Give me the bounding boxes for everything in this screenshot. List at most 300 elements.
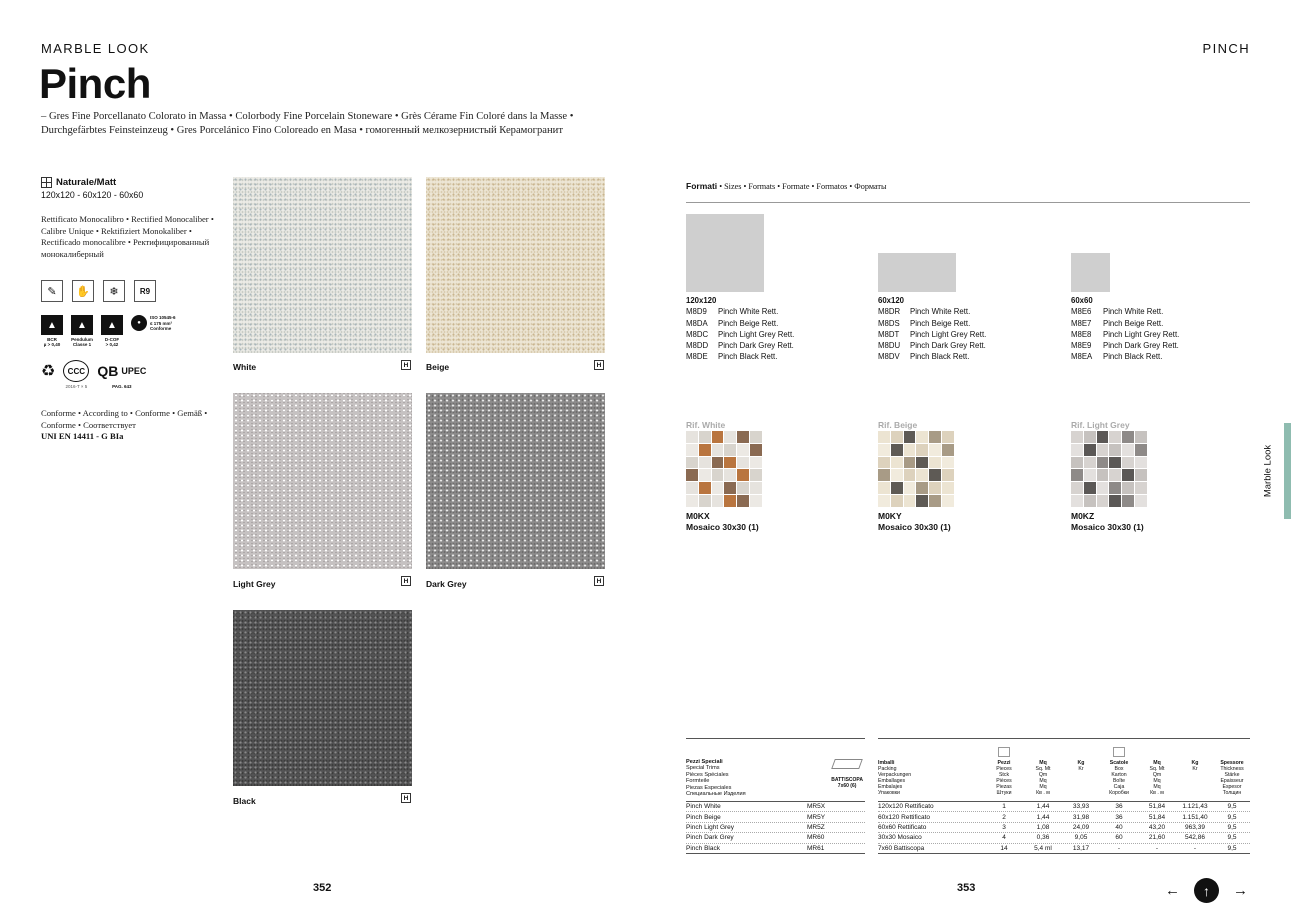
subtitle-line-1: – Gres Fine Porcellanato Colorato in Massa • Colorbody Fine Porcelain Stoneware • Grès Cérame Fin Coloré dans la Masse • <box>41 111 574 122</box>
mosaic-label <box>1071 511 1144 533</box>
packing-header-line: Pieces <box>996 766 1012 773</box>
mosaic-chip <box>737 444 749 456</box>
packing-cell: 4 <box>1002 834 1006 842</box>
item-name: Pinch Black Rett. <box>910 352 970 362</box>
mosaic-tile-beige <box>878 431 954 507</box>
packing-header-line: Кв . м <box>1036 790 1050 797</box>
mosaic-chip <box>686 482 698 494</box>
swatch-label: Light Grey <box>233 579 276 589</box>
packing-header-col <box>1100 747 1138 801</box>
packing-header-line: Imballi <box>878 760 895 766</box>
mosaic-ref: Rif. Beige <box>878 420 918 430</box>
packing-cell: 5,4 ml <box>1034 844 1052 852</box>
side-tab-label[interactable]: Marble Look <box>1262 444 1274 498</box>
item-code: M8D9 <box>686 307 707 317</box>
norm-label: UNI EN 14411 - G BIa <box>41 431 124 441</box>
packing-header-line: Pièces <box>996 778 1012 785</box>
mosaic-chip <box>712 457 724 469</box>
mosaic-chip <box>929 431 941 443</box>
format-block-60x60 <box>1071 295 1179 363</box>
packing-header-line: Scatole <box>1109 760 1129 766</box>
item-name: Pinch Light Grey Rett. <box>718 329 795 339</box>
trim-name: Pinch Dark Grey <box>686 834 734 842</box>
packing-cell: 2 <box>1002 813 1006 821</box>
packing-header-line: Kg <box>1077 760 1085 766</box>
mosaic-chip <box>750 495 762 507</box>
certification-icons <box>41 360 146 389</box>
packing-header-line: Sq. Mt <box>1149 766 1165 773</box>
packing-header-line: Embalajes <box>878 784 903 791</box>
mosaic-chip <box>712 482 724 494</box>
page-number-right: 353 <box>957 882 976 894</box>
mosaic-chip <box>904 431 916 443</box>
swatch-white <box>233 177 412 353</box>
iso-line-3: Conforme <box>150 326 172 331</box>
trim-name: Pinch Black <box>686 844 720 852</box>
page-number-left: 352 <box>313 882 332 894</box>
item-code: M8EA <box>1071 352 1093 362</box>
mosaic-chip <box>904 482 916 494</box>
packing-header-line: Epaisseur <box>1220 778 1244 785</box>
packing-cell: 9,5 <box>1227 834 1237 842</box>
packing-header-col <box>984 747 1024 801</box>
collection-label: PINCH <box>1202 41 1250 56</box>
r9-badge: R9 <box>134 280 156 302</box>
table-row <box>686 802 865 812</box>
mosaic-chip <box>1097 431 1109 443</box>
mosaic-chip <box>686 431 698 443</box>
mosaic-chip <box>878 495 890 507</box>
packing-cell: - <box>1193 844 1197 852</box>
mosaic-code: M0KX <box>686 511 710 521</box>
stain-resistance-icon: ✎ <box>41 280 63 302</box>
packing-header-line: Kr <box>1078 766 1084 773</box>
bcr-label: BCR <box>47 337 57 342</box>
mosaic-chip <box>750 482 762 494</box>
mosaic-name: Mosaico 30x30 (1) <box>1071 522 1144 532</box>
mosaic-chip <box>1109 482 1121 494</box>
mosaic-chip <box>712 469 724 481</box>
item-name: Pinch Black Rett. <box>1103 352 1163 362</box>
packing-cell: - <box>1155 844 1159 852</box>
packing-header-line: Verpackungen <box>878 772 912 779</box>
mosaic-chip <box>1084 444 1096 456</box>
mosaic-chip <box>724 457 736 469</box>
mosaic-chip <box>916 444 928 456</box>
mosaic-chip <box>699 457 711 469</box>
mosaic-chip <box>1071 482 1083 494</box>
prev-page-icon[interactable]: ← <box>1165 882 1180 899</box>
packing-header-line: Штуки <box>996 790 1012 797</box>
h-badge: H <box>594 360 604 370</box>
rettificato-text: Rettificato Monocalibro • Rectified Monocaliber • Calibre Unique • Rektifiziert Monokaliber • Rectificado monocalibre • Ректифицированный монокалиберный <box>41 214 214 259</box>
format-item <box>686 351 794 362</box>
mosaic-chip <box>878 482 890 494</box>
mosaic-chip <box>724 469 736 481</box>
mosaic-chip <box>686 495 698 507</box>
mosaic-chip <box>916 457 928 469</box>
packing-header-line: Thickness <box>1220 766 1244 773</box>
packing-header-line: Mq <box>1153 760 1161 766</box>
mosaic-chip <box>737 469 749 481</box>
mosaic-chip <box>891 431 903 443</box>
mosaic-chip <box>1122 431 1134 443</box>
item-name: Pinch Beige Rett. <box>1103 318 1164 328</box>
battiscopa-name: BATTISCOPA <box>831 777 863 783</box>
swatch-label: Black <box>233 796 256 806</box>
packing-cell: 0,36 <box>1036 834 1050 842</box>
h-badge: H <box>401 360 411 370</box>
trims-header <box>686 739 865 802</box>
mosaic-code: M0KZ <box>1071 511 1095 521</box>
item-code: M8DS <box>878 318 900 328</box>
ccc-icon: CCC <box>63 360 89 382</box>
mosaic-chip <box>904 444 916 456</box>
packing-cell: 60x120 Rettificato <box>878 813 931 821</box>
mosaic-chip <box>750 469 762 481</box>
mosaic-chip <box>712 495 724 507</box>
packing-cell: 21,60 <box>1148 834 1166 842</box>
mosaic-chip <box>1109 495 1121 507</box>
format-item <box>878 318 986 329</box>
item-name: Pinch Dark Grey Rett. <box>910 341 986 351</box>
packing-cell: 36 <box>1115 803 1123 811</box>
back-to-top-button[interactable]: ↑ <box>1194 878 1219 903</box>
trims-header-line: Специальные Изделия <box>686 791 746 798</box>
mosaic-chip <box>942 444 954 456</box>
mosaic-chip <box>1109 444 1121 456</box>
item-name: Pinch White Rett. <box>718 307 779 317</box>
packing-cell: 24,09 <box>1072 823 1090 831</box>
finish-formats: 120x120 - 60x120 - 60x60 <box>41 190 144 200</box>
packing-cell: 51,84 <box>1148 813 1166 821</box>
box-icon <box>1113 747 1125 757</box>
trims-header-line: Special Trims <box>686 765 720 772</box>
format-item <box>686 340 794 351</box>
item-code: M8DD <box>686 341 709 351</box>
subtitle-line-2: Durchgefärbtes Feinsteinzeug • Gres Porcelánico Fino Coloreado en Masa • гомогенный мелкозернистый Керамогранит <box>41 125 563 136</box>
mosaic-chip <box>1071 457 1083 469</box>
format-block-60x120 <box>878 295 986 363</box>
mosaic-chip <box>904 457 916 469</box>
item-name: Pinch Beige Rett. <box>910 318 971 328</box>
packing-cell: 1.151,40 <box>1182 813 1208 821</box>
mosaic-chip <box>724 444 736 456</box>
mosaic-tile-light-grey <box>1071 431 1147 507</box>
trims-header-line: Pièces Spéciales <box>686 771 729 778</box>
ccc-sub: 2016-T × 5 <box>65 384 88 389</box>
item-code: M8DE <box>686 352 708 362</box>
packing-header-col <box>1138 747 1176 801</box>
format-size: 120x120 <box>686 296 717 305</box>
format-item <box>686 329 794 340</box>
swatch-beige <box>426 177 605 353</box>
mosaic-chip <box>1135 495 1147 507</box>
mosaic-chip <box>878 469 890 481</box>
technical-icons-row-1 <box>41 280 156 302</box>
packing-header-line: Spessore <box>1220 760 1244 766</box>
mosaic-chip <box>750 444 762 456</box>
trims-header-line: Formteile <box>686 778 710 785</box>
packing-header-line: Mq <box>1039 778 1047 785</box>
mosaic-chip <box>686 444 698 456</box>
mosaic-chip <box>750 457 762 469</box>
table-row <box>878 833 1250 843</box>
category-label: MARBLE LOOK <box>41 41 150 56</box>
mosaic-name: Mosaico 30x30 (1) <box>686 522 759 532</box>
packing-header-col <box>1176 747 1214 801</box>
battiscopa-column <box>831 759 863 801</box>
mosaic-chip <box>929 444 941 456</box>
trim-name: Pinch Beige <box>686 813 721 821</box>
iso-line-2: ≤ 175 mm³ <box>150 320 172 326</box>
frost-resistant-icon: ❄ <box>103 280 125 302</box>
mosaic-chip <box>904 469 916 481</box>
mosaic-chip <box>686 469 698 481</box>
mosaic-chip <box>1084 469 1096 481</box>
swatch-label: White <box>233 362 257 372</box>
mosaic-chip <box>1122 469 1134 481</box>
page-navigation <box>1165 878 1248 903</box>
item-code: M8E7 <box>1071 318 1092 328</box>
table-row <box>878 802 1250 812</box>
table-row <box>686 833 865 843</box>
swatch-label: Beige <box>426 362 450 372</box>
packing-cell: 14 <box>1000 844 1008 852</box>
mosaic-chip <box>1084 495 1096 507</box>
packing-header-line: Qm <box>1038 772 1048 779</box>
format-item <box>1071 351 1179 362</box>
mosaic-chip <box>699 431 711 443</box>
packing-cell: 1,44 <box>1036 803 1050 811</box>
finish-info <box>41 177 226 260</box>
mosaic-chip <box>1109 457 1121 469</box>
trim-name: Pinch White <box>686 803 721 811</box>
upec-sub: PAG. 643 <box>112 384 132 389</box>
mosaic-chip <box>699 469 711 481</box>
dcof-value: > 0,42 <box>105 342 119 347</box>
mosaic-chip <box>1122 457 1134 469</box>
packing-header-line: Emballages <box>878 778 906 785</box>
conforme-text: Conforme • According to • Conforme • Gemäß • Conforme • Соответствует <box>41 408 208 430</box>
iso-line-1: ISO 10545-6 <box>150 315 176 320</box>
trim-name: Pinch Light Grey <box>686 823 735 831</box>
mosaic-chip <box>1109 469 1121 481</box>
h-badge: H <box>401 793 411 803</box>
side-tab-marker[interactable] <box>1284 423 1291 519</box>
trim-code: MR5Z <box>807 823 825 831</box>
shoe-dcof-icon: ▲ D-COF > 0,42 <box>101 315 123 347</box>
mosaic-chip <box>686 457 698 469</box>
item-name: Pinch Light Grey Rett. <box>910 329 987 339</box>
trim-code: MR60 <box>807 834 825 842</box>
format-preview-60x120 <box>878 253 956 292</box>
item-name: Pinch White Rett. <box>910 307 971 317</box>
mosaic-chip <box>1135 482 1147 494</box>
mosaic-chip <box>916 495 928 507</box>
packing-header-line: Mq <box>1153 784 1161 791</box>
page-title: Pinch <box>39 60 151 107</box>
mosaic-chip <box>1122 482 1134 494</box>
item-code: M8E6 <box>1071 307 1092 317</box>
packing-header-line: Karton <box>1111 772 1127 779</box>
format-item <box>878 351 986 362</box>
next-page-icon[interactable]: → <box>1233 882 1248 899</box>
item-name: Pinch Beige Rett. <box>718 318 779 328</box>
format-item <box>878 306 986 317</box>
swatch-black <box>233 610 412 786</box>
swatch-dark-grey <box>426 393 605 569</box>
subtitle <box>41 110 611 138</box>
shoe-pendulum-icon: ▲ Pendulum Classe 1 <box>71 315 93 347</box>
ccc-mark <box>63 360 89 389</box>
packing-header-line: Mq <box>1039 760 1047 766</box>
mosaic-chip <box>1109 431 1121 443</box>
trims-header-labels <box>686 759 746 801</box>
packing-cell: 9,5 <box>1227 823 1237 831</box>
packing-cell: 36 <box>1115 813 1123 821</box>
table-row <box>686 823 865 833</box>
packing-header-line: Box <box>1114 766 1124 773</box>
format-size: 60x120 <box>878 296 905 305</box>
pendulum-label: Pendulum <box>71 337 93 342</box>
mosaic-chip <box>942 482 954 494</box>
upec-label: UPEC <box>121 366 147 376</box>
iso-disc-icon: ● <box>131 315 147 331</box>
format-item <box>1071 306 1179 317</box>
mosaic-chip <box>1135 431 1147 443</box>
mosaic-chip <box>1084 457 1096 469</box>
mosaic-chip <box>737 482 749 494</box>
packing-header-line: Stärke <box>1224 772 1240 779</box>
packing-header-col <box>1214 747 1250 801</box>
format-item <box>686 306 794 317</box>
mosaic-chip <box>1122 444 1134 456</box>
item-name: Pinch Dark Grey Rett. <box>1103 341 1179 351</box>
item-code: M8DR <box>878 307 901 317</box>
packing-header-line: Mq <box>1153 778 1161 785</box>
trims-header-line: Pezzi Speciali <box>686 759 723 765</box>
finish-name: Naturale/Matt <box>56 177 117 188</box>
mosaic-chip <box>942 495 954 507</box>
table-row <box>686 812 865 822</box>
mosaic-chip <box>891 469 903 481</box>
mosaic-chip <box>878 444 890 456</box>
packing-header-line: Stck <box>998 772 1010 779</box>
packing-cell: 120x120 Rettificato <box>878 803 934 811</box>
mosaic-chip <box>904 495 916 507</box>
mosaic-chip <box>1135 469 1147 481</box>
trims-header-line: Piezas Especiales <box>686 784 732 791</box>
packing-cell: - <box>1117 844 1121 852</box>
packing-cell: 9,5 <box>1227 813 1237 821</box>
packing-cell: 51,84 <box>1148 803 1166 811</box>
packing-header-line: Piezas <box>996 784 1012 791</box>
formati-header <box>686 181 1250 203</box>
mosaic-chip <box>929 469 941 481</box>
item-name: Pinch White Rett. <box>1103 307 1164 317</box>
packing-header-line: Pezzi <box>997 760 1011 766</box>
trim-code: MR61 <box>807 844 825 852</box>
mosaic-chip <box>942 431 954 443</box>
mosaic-chip <box>1071 495 1083 507</box>
mosaic-chip <box>1122 495 1134 507</box>
formati-heading: Formati <box>686 181 718 191</box>
packing-cell: 963,39 <box>1185 823 1205 831</box>
dcof-label: D-COF <box>104 337 120 342</box>
mosaic-chip <box>1135 457 1147 469</box>
mosaic-chip <box>916 431 928 443</box>
mosaic-chip <box>712 431 724 443</box>
mosaic-label <box>686 511 759 533</box>
packing-cell: 9,5 <box>1227 803 1237 811</box>
mosaic-chip <box>737 495 749 507</box>
format-item <box>1071 318 1179 329</box>
mosaic-chip <box>942 457 954 469</box>
mosaic-chip <box>699 495 711 507</box>
special-trims-table <box>686 738 865 854</box>
mosaic-chip <box>737 431 749 443</box>
h-badge: H <box>594 576 604 586</box>
pendulum-value: Classe 1 <box>72 342 92 347</box>
format-block-120x120 <box>686 295 794 363</box>
item-code: M8E9 <box>1071 341 1092 351</box>
item-code: M8DV <box>878 352 900 362</box>
packing-header-line: Толщин <box>1222 790 1242 797</box>
packing-header-line: Espesor <box>1222 784 1242 791</box>
table-row <box>878 844 1250 854</box>
mosaic-chip <box>699 444 711 456</box>
finish-matt-icon <box>41 177 52 188</box>
format-item <box>686 318 794 329</box>
mosaic-ref: Rif. Light Grey <box>1071 420 1130 430</box>
packing-cell: 13,17 <box>1072 844 1090 852</box>
mosaic-chip <box>699 482 711 494</box>
mosaic-chip <box>916 482 928 494</box>
swatch-light-grey <box>233 393 412 569</box>
mosaic-chip <box>891 495 903 507</box>
mosaic-chip <box>1071 469 1083 481</box>
trim-code: MR5X <box>807 803 826 811</box>
mosaic-chip <box>1084 482 1096 494</box>
packing-body <box>878 802 1250 854</box>
mosaic-chip <box>724 482 736 494</box>
mosaic-label <box>878 511 951 533</box>
mosaic-chip <box>1097 469 1109 481</box>
mosaic-chip <box>942 469 954 481</box>
format-item <box>1071 329 1179 340</box>
ecolabel-icon: ♻ <box>41 363 56 380</box>
mosaic-chip <box>891 444 903 456</box>
packing-header-line: Caja <box>1113 784 1125 791</box>
mosaic-ref: Rif. White <box>686 420 726 430</box>
packing-cell: 9,5 <box>1227 844 1237 852</box>
bcr-value: µ > 0,40 <box>43 342 61 347</box>
mosaic-chip <box>750 431 762 443</box>
packing-header-line: Kr <box>1192 766 1198 773</box>
packing-header-line: Коробки <box>1109 790 1129 797</box>
packing-cell: 542,86 <box>1185 834 1205 842</box>
packing-header-line: Упаковки <box>878 790 900 797</box>
packing-cell: 9,05 <box>1074 834 1088 842</box>
item-code: M8E8 <box>1071 329 1092 339</box>
table-row <box>686 844 865 854</box>
packing-cell: 1,08 <box>1036 823 1050 831</box>
h-badge: H <box>401 576 411 586</box>
packing-header-line: Sq. Mt <box>1035 766 1051 773</box>
packing-header-line: Kg <box>1191 760 1199 766</box>
mosaic-chip <box>724 495 736 507</box>
